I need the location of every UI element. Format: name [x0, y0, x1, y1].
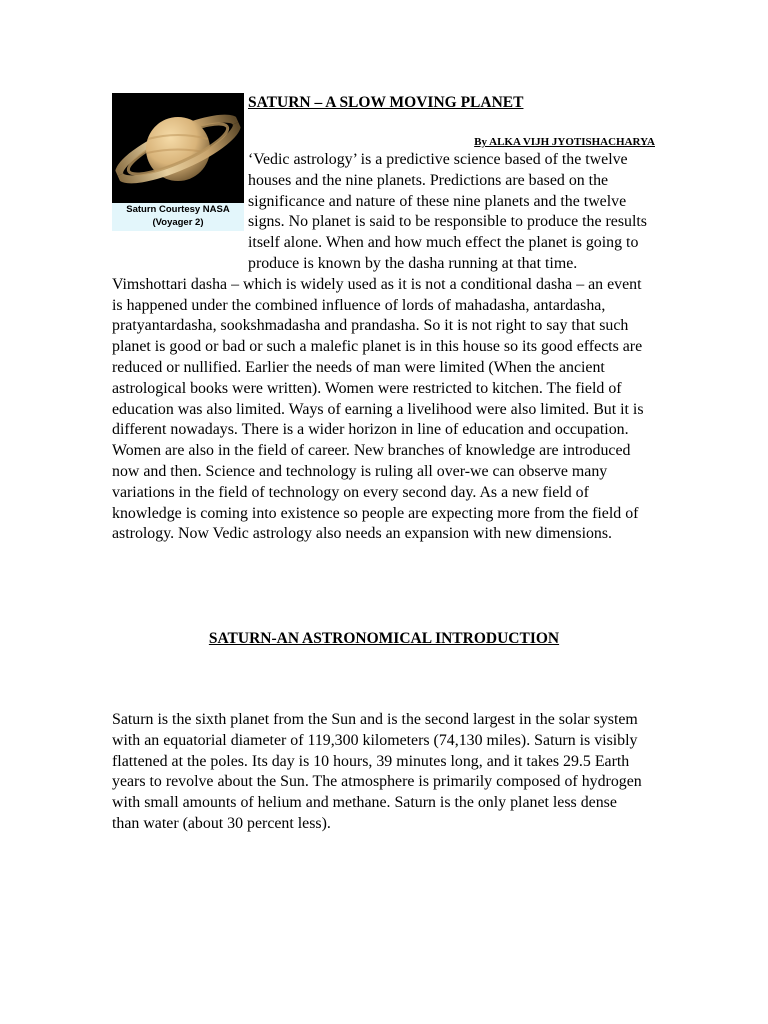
astronomy-paragraph: Saturn is the sixth planet from the Sun and is the second largest in the solar system with an equatorial diameter of 119,300 kilometers (74,130 miles). Saturn is visibly flattened at the poles. Its day is 10 hours, 39 minutes long, and it takes 29.5 Earth years to revolve about the Sun. The atmosphere is primarily composed of hydrogen with small amounts of helium and methane. Saturn is the only planet less dense than water (about 30 percent less). — [112, 711, 642, 832]
figure-wrap-spacer — [112, 150, 248, 254]
intro-section — [112, 150, 652, 545]
figure-caption: Saturn Courtesy NASA (Voyager 2) — [112, 203, 244, 231]
section-heading: SATURN-AN ASTRONOMICAL INTRODUCTION — [208, 630, 560, 647]
page-title: SATURN – A SLOW MOVING PLANET — [248, 94, 524, 111]
intro-paragraph: ‘Vedic astrology’ is a predictive science based of the twelve houses and the nine planets. Predictions are based on the significance and nature of these nine planets and the twelve signs. No planet is said to be responsible to produce the results itself alone. When and how much effect the planet is going to produce is known by the dasha running at that time. Vimshottari dasha – which is widely used as it is not a conditional dasha – an event is happened under the combined influence of lords of mahadasha, antardasha, pratyantardasha, sookshmadasha and prandasha. So it is not right to say that such planet is good or bad or such a malefic planet is in this house so its good effects are reduced or nullified. Earlier the needs of man were limited (When the ancient astrological books were written). Women were restricted to kitchen. The field of education was also limited. Ways of earning a livelihood were also limited. But it is different nowadays. There is a wider horizon in line of education and occupation. Women are also in the field of career. New branches of knowledge are introduced now and then. Science and technology is ruling all over-we can observe many variations in the field of technology on every second day. As a new field of knowledge is coming into existence so people are expecting more from the field of astrology. Now Vedic astrology also needs an expansion with new dimensions. — [112, 151, 647, 543]
author-byline: By ALKA VIJH JYOTISHACHARYA — [474, 136, 655, 148]
